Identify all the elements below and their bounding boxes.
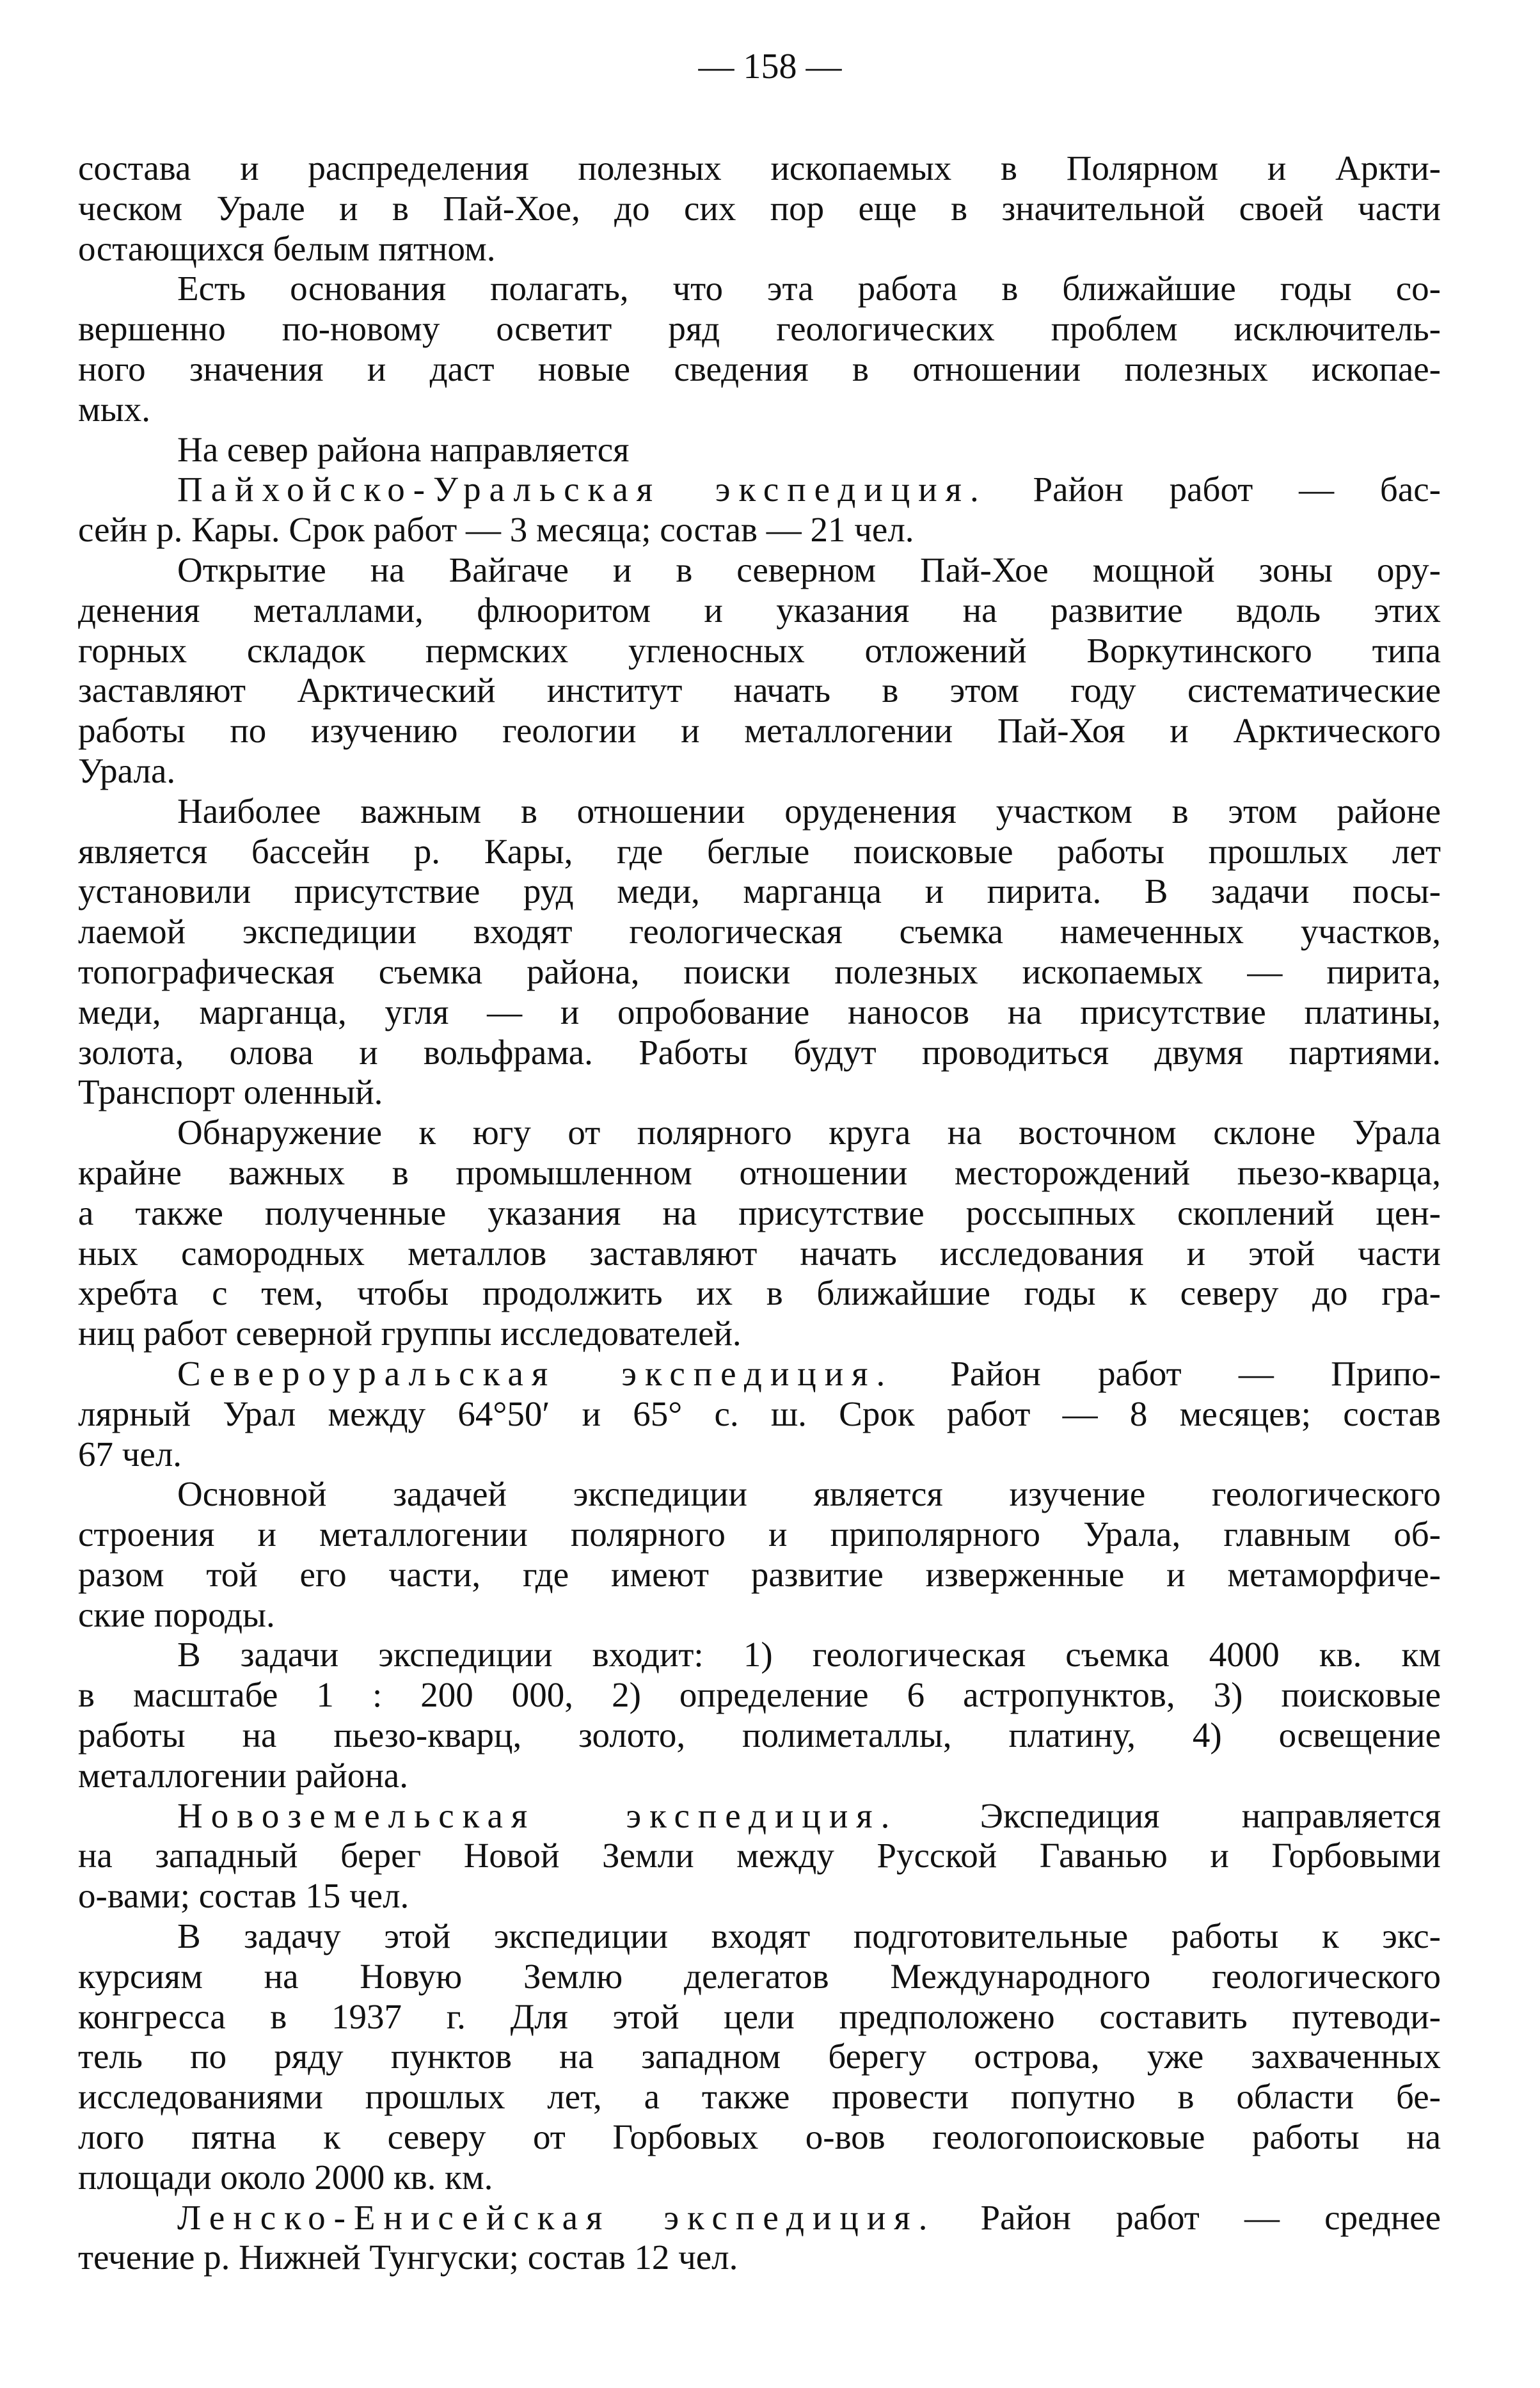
text-line: исследованиями прошлых лет, а также провести попутно в области бе- (78, 2077, 1441, 2117)
text-line: лого пятна к северу от Горбовых о-вов геологопоисковые работы на (78, 2117, 1441, 2157)
text-line: вершенно по-новому осветит ряд геологических проблем исключитель- (78, 309, 1441, 349)
text-line: о-вами; состав 15 чел. (78, 1876, 409, 1916)
text-line: ческом Урале и в Пай-Хое, до сих пор еще в значительной своей части (78, 188, 1441, 228)
text-line: горных складок пермских угленосных отложений Воркутинского типа (78, 630, 1441, 670)
paragraph (78, 430, 1441, 470)
text-line: крайне важных в промышленном отношении месторождений пьезо-кварца, (78, 1152, 1441, 1192)
text-line: Есть основания полагать, что эта работа в ближайшие годы со- (177, 269, 1441, 308)
text-line: В задачи экспедиции входит: 1) геологическая съемка 4000 кв. км (177, 1635, 1441, 1675)
paragraph (78, 1354, 1441, 1474)
expedition-title: Ленско-Енисейская экспедиция. (177, 2197, 936, 2237)
text-line: золота, олова и вольфрама. Работы будут проводиться двумя партиями. (78, 1032, 1441, 1072)
text-line: площади около 2000 кв. км. (78, 2157, 493, 2197)
text-line: на западный берег Новой Земли между Русской Гаванью и Горбовыми (78, 1836, 1441, 1875)
text-line: Обнаружение к югу от полярного круга на восточном склоне Урала (177, 1113, 1441, 1152)
text-line: хребта с тем, чтобы продолжить их в ближайшие годы к северу до гра- (78, 1273, 1441, 1313)
text-line: а также полученные указания на присутствие россыпных скоплений цен- (78, 1193, 1441, 1232)
text-line (78, 470, 1441, 510)
text-line: тель по ряду пунктов на западном берегу острова, уже захваченных (78, 2037, 1441, 2076)
expedition-title: Североуральская экспедиция. (177, 1353, 894, 1393)
expedition-title: Новоземельская экспедиция. (177, 1795, 898, 1835)
text-line: состава и распределения полезных ископаемых в Полярном и Аркти- (78, 148, 1441, 187)
expedition-title: Пайхойско-Уральская экспедиция. (177, 470, 987, 509)
text-line: металлогении района. (78, 1755, 408, 1795)
text-line: сейн р. Кары. Срок работ — 3 месяца; состав — 21 чел. (78, 510, 914, 550)
text-line (78, 1796, 1441, 1836)
text-line: конгресса в 1937 г. Для этой цели предположено составить путеводи- (78, 1996, 1441, 2036)
text-line: Открытие на Вайгаче и в северном Пай-Хое мощной зоны ору- (177, 550, 1441, 589)
text-line: ного значения и даст новые сведения в отношении полезных ископае- (78, 349, 1441, 388)
paragraph (78, 1474, 1441, 1635)
text-line: остающихся белым пятном. (78, 228, 496, 268)
paragraph (78, 470, 1441, 550)
paragraph (78, 1113, 1441, 1354)
text-line: Основной задачей экспедиции является изучение геологического (177, 1474, 1441, 1514)
text-line: 67 чел. (78, 1434, 182, 1474)
text-line (78, 1354, 1441, 1394)
text-line: денения металлами, флюоритом и указания на развитие вдоль этих (78, 590, 1441, 630)
text-line: установили присутствие руд меди, марганца и пирита. В задачи посы- (78, 872, 1441, 911)
paragraph (78, 148, 1441, 269)
text-line: На север района направляется (177, 429, 630, 469)
text-line: лаемой экспедиции входят геологическая съемка намеченных участков, (78, 912, 1441, 951)
expedition-details: Экспедиция направляется (898, 1795, 1441, 1835)
document-body (78, 148, 1441, 2278)
paragraph (78, 550, 1441, 792)
text-line: в масштабе 1 : 200 000, 2) определение 6 астропунктов, 3) поисковые (78, 1675, 1441, 1715)
paragraph (78, 2198, 1441, 2279)
text-line: работы на пьезо-кварц, золото, полиметаллы, платину, 4) освещение (78, 1715, 1441, 1755)
expedition-details: Район работ — Припо- (893, 1353, 1441, 1393)
text-line: топографическая съемка района, поиски полезных ископаемых — пирита, (78, 951, 1441, 991)
paragraph (78, 1796, 1441, 1916)
text-line: работы по изучению геологии и металлогении Пай-Хоя и Арктического (78, 711, 1441, 751)
text-line: лярный Урал между 64°50′ и 65° с. ш. Срок работ — 8 месяцев; состав (78, 1394, 1441, 1433)
text-line (78, 2198, 1441, 2238)
paragraph (78, 1635, 1441, 1795)
text-line: Транспорт оленный. (78, 1072, 383, 1112)
text-line: заставляют Арктический институт начать в этом году систематические (78, 671, 1441, 710)
paragraph (78, 269, 1441, 429)
text-line: Наиболее важным в отношении оруденения участком в этом районе (177, 791, 1441, 831)
paragraph (78, 1916, 1441, 2198)
text-line: разом той его части, где имеют развитие изверженные и метаморфиче- (78, 1554, 1441, 1594)
text-line: ниц работ северной группы исследователей. (78, 1314, 742, 1353)
expedition-details: Район работ — среднее (935, 2197, 1441, 2237)
text-line: меди, марганца, угля — и опробование наносов на присутствие платины, (78, 992, 1441, 1031)
text-line: мых. (78, 389, 151, 429)
text-line: ных самородных металлов заставляют начать исследования и этой части (78, 1233, 1441, 1273)
text-line: ские породы. (78, 1595, 275, 1634)
expedition-details: Район работ — бас- (987, 470, 1441, 509)
text-line: курсиям на Новую Землю делегатов Международного геологического (78, 1956, 1441, 1996)
text-line: Урала. (78, 751, 176, 790)
text-line: является бассейн р. Кары, где беглые поисковые работы прошлых лет (78, 831, 1441, 871)
text-line: В задачу этой экспедиции входят подготовительные работы к экс- (177, 1916, 1441, 1956)
text-line: течение р. Нижней Тунгуски; состав 12 чел. (78, 2238, 738, 2277)
paragraph (78, 792, 1441, 1113)
page-number: — 158 — (698, 47, 842, 86)
text-line: строения и металлогении полярного и приполярного Урала, главным об- (78, 1515, 1441, 1554)
